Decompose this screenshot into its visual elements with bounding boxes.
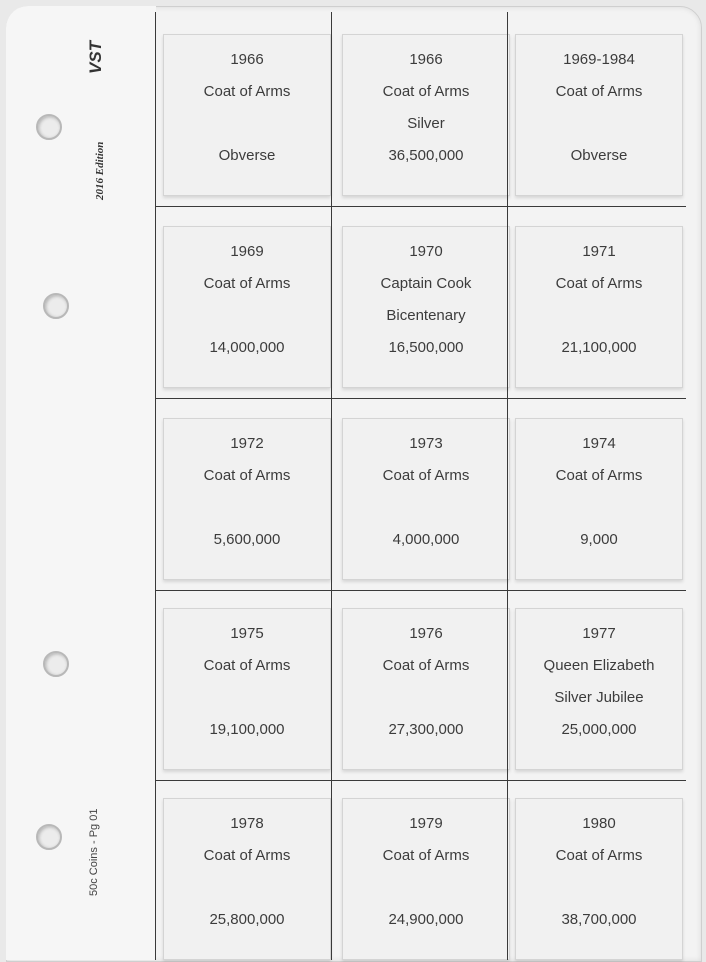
coin-design: Captain Cook: [380, 275, 472, 292]
binder-hole-icon: [36, 824, 62, 850]
coin-design: Coat of Arms: [382, 467, 470, 484]
edition-label: 2016 Edition: [94, 141, 106, 200]
coin-mintage: 25,000,000: [561, 721, 637, 738]
coin-design: Queen Elizabeth: [543, 657, 655, 674]
coin-year: 1978: [230, 815, 264, 832]
coin-year: 1973: [409, 435, 443, 452]
coin-design: Coat of Arms: [203, 83, 291, 100]
binder-strip: [6, 6, 156, 960]
coin-pocket-grid: [155, 12, 686, 960]
coin-mintage: 24,900,000: [388, 911, 464, 928]
grid-divider: [155, 590, 686, 591]
coin-mintage: 36,500,000: [388, 147, 464, 164]
grid-divider: [155, 398, 686, 399]
coin-year: 1976: [409, 625, 443, 642]
coin-mintage: 38,700,000: [561, 911, 637, 928]
coin-year: 1969-1984: [563, 51, 635, 68]
coin-variant: Silver: [407, 115, 445, 132]
coin-mintage: 4,000,000: [392, 531, 460, 548]
coin-year: 1966: [230, 51, 264, 68]
coin-year: 1966: [409, 51, 443, 68]
coin-mintage: Obverse: [570, 147, 628, 164]
coin-pocket[interactable]: [342, 34, 510, 196]
coin-variant: Silver Jubilee: [554, 689, 644, 706]
coin-design: Coat of Arms: [203, 275, 291, 292]
coin-mintage: Obverse: [218, 147, 276, 164]
coin-pocket[interactable]: [163, 226, 331, 388]
coin-year: 1975: [230, 625, 264, 642]
coin-pocket[interactable]: [163, 418, 331, 580]
coin-pocket[interactable]: [163, 798, 331, 960]
coin-design: Coat of Arms: [382, 657, 470, 674]
coin-pocket[interactable]: [515, 798, 683, 960]
grid-divider: [155, 12, 156, 960]
coin-mintage: 27,300,000: [388, 721, 464, 738]
coin-pocket[interactable]: [515, 226, 683, 388]
coin-mintage: 21,100,000: [561, 339, 637, 356]
coin-year: 1971: [582, 243, 616, 260]
coin-design: Coat of Arms: [203, 847, 291, 864]
coin-design: Coat of Arms: [382, 83, 470, 100]
grid-divider: [331, 12, 332, 960]
coin-pocket[interactable]: [163, 34, 331, 196]
coin-pocket[interactable]: [342, 608, 510, 770]
binder-hole-icon: [43, 651, 69, 677]
coin-design: Coat of Arms: [555, 275, 643, 292]
coin-design: Coat of Arms: [555, 83, 643, 100]
coin-design: Coat of Arms: [203, 657, 291, 674]
page-reference: 50c Coins - Pg 01: [88, 808, 100, 896]
coin-pocket[interactable]: [515, 418, 683, 580]
coin-year: 1980: [582, 815, 616, 832]
brand-logo: VST: [86, 40, 105, 74]
coin-mintage: 16,500,000: [388, 339, 464, 356]
coin-pocket[interactable]: [515, 608, 683, 770]
coin-mintage: 25,800,000: [209, 911, 285, 928]
grid-divider: [155, 780, 686, 781]
coin-mintage: 9,000: [580, 531, 618, 548]
coin-pocket[interactable]: [342, 226, 510, 388]
coin-variant: Bicentenary: [386, 307, 466, 324]
coin-year: 1972: [230, 435, 264, 452]
coin-pocket[interactable]: [163, 608, 331, 770]
coin-design: Coat of Arms: [555, 467, 643, 484]
coin-year: 1970: [409, 243, 443, 260]
coin-design: Coat of Arms: [203, 467, 291, 484]
coin-pocket[interactable]: [515, 34, 683, 196]
binder-hole-icon: [36, 114, 62, 140]
coin-design: Coat of Arms: [382, 847, 470, 864]
coin-year: 1969: [230, 243, 264, 260]
coin-pocket[interactable]: [342, 418, 510, 580]
binder-hole-icon: [43, 293, 69, 319]
coin-mintage: 5,600,000: [213, 531, 281, 548]
coin-mintage: 19,100,000: [209, 721, 285, 738]
coin-pocket[interactable]: [342, 798, 510, 960]
coin-design: Coat of Arms: [555, 847, 643, 864]
coin-year: 1979: [409, 815, 443, 832]
coin-year: 1977: [582, 625, 616, 642]
grid-divider: [155, 206, 686, 207]
grid-divider: [507, 12, 508, 960]
coin-mintage: 14,000,000: [209, 339, 285, 356]
coin-year: 1974: [582, 435, 616, 452]
